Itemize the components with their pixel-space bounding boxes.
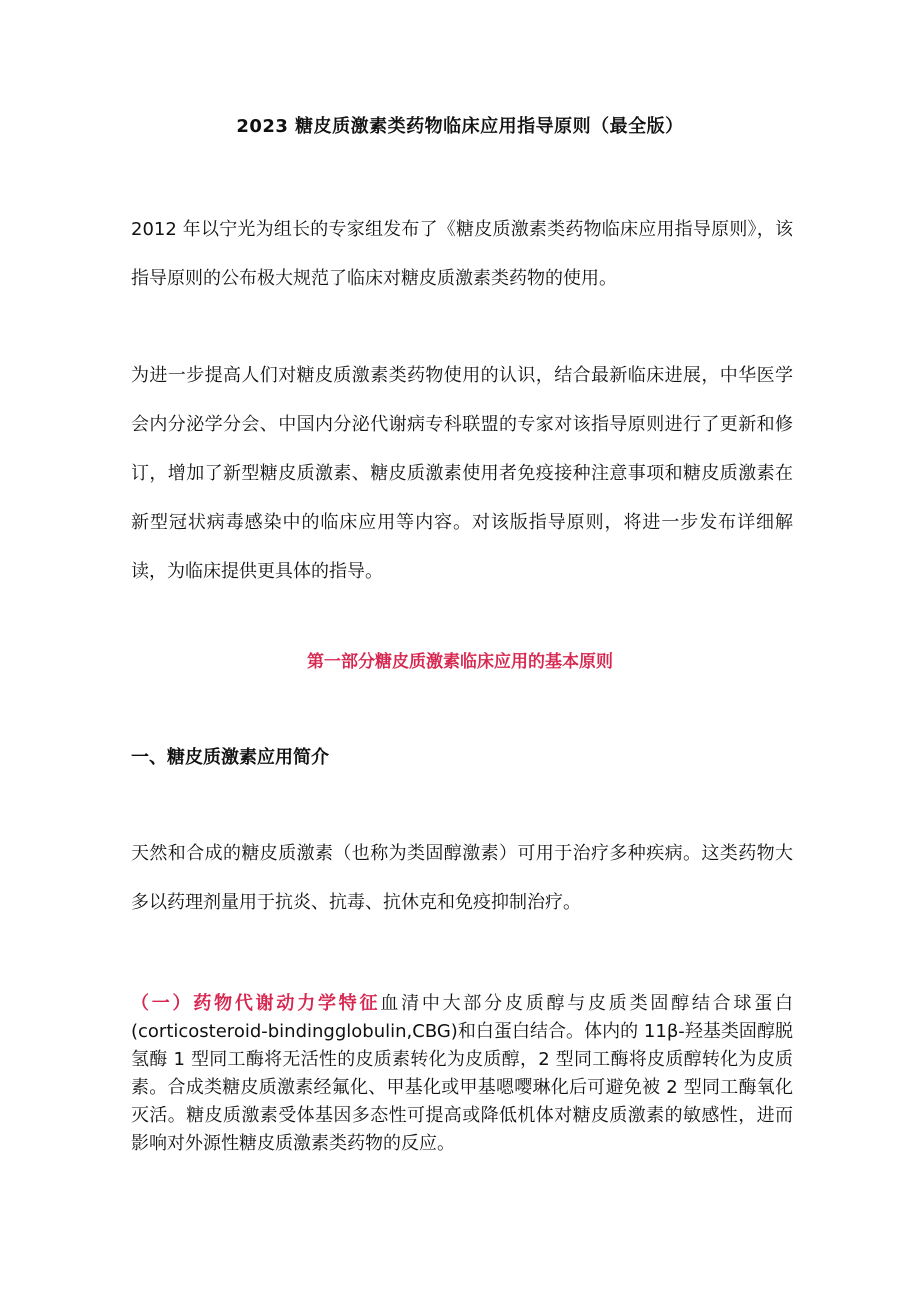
document-title: 2023 糖皮质激素类药物临床应用指导原则（最全版） [236, 116, 684, 137]
subsection-label: （一）药物代谢动力学特征 [131, 993, 381, 1014]
section-heading: 一、糖皮质激素应用简介 [131, 747, 329, 768]
paragraph-background: 2012 年以宁光为组长的专家组发布了《糖皮质激素类药物临床应用指导原则》，该指导原则的公布极大规范了临床对糖皮质激素类药物的使用。 [131, 219, 793, 289]
section-intro-paragraph: 天然和合成的糖皮质激素（也称为类固醇激素）可用于治疗多种疾病。这类药物大多以药理剂量用于抗炎、抗毒、抗休克和免疫抑制治疗。 [131, 843, 793, 913]
subsection-text: 血清中大部分皮质醇与皮质类固醇结合球蛋白(corticosteroid-bindingglobulin,CBG)和白蛋白结合。体内的 11β-羟基类固醇脱氢酶 1 型同工酶将无活性的皮质素转化为皮质醇，2 型同工酶将皮质醇转化为皮质素。合成类糖皮质激素经氟化、甲基化或甲基嗯嘤琳化后可避免被 2 型同工酶氧化灭活。糖皮质激素受体基因多态性可提高或降低机体对糖皮质激素的敏感性，进而影响对外源性糖皮质激素类药物的反应。 [131, 993, 794, 1154]
paragraph-update-note: 为进一步提高人们对糖皮质激素类药物使用的认识，结合最新临床进展，中华医学会内分泌学分会、中国内分泌代谢病专科联盟的专家对该指导原则进行了更新和修订，增加了新型糖皮质激素、糖皮质激素使用者免疫接种注意事项和糖皮质激素在新型冠状病毒感染中的临床应用等内容。对该版指导原则，将进一步发布详细解读，为临床提供更具体的指导。 [131, 365, 793, 582]
pharmacokinetics-paragraph [131, 990, 793, 1158]
part-heading: 第一部分糖皮质激素临床应用的基本原则 [307, 652, 613, 672]
